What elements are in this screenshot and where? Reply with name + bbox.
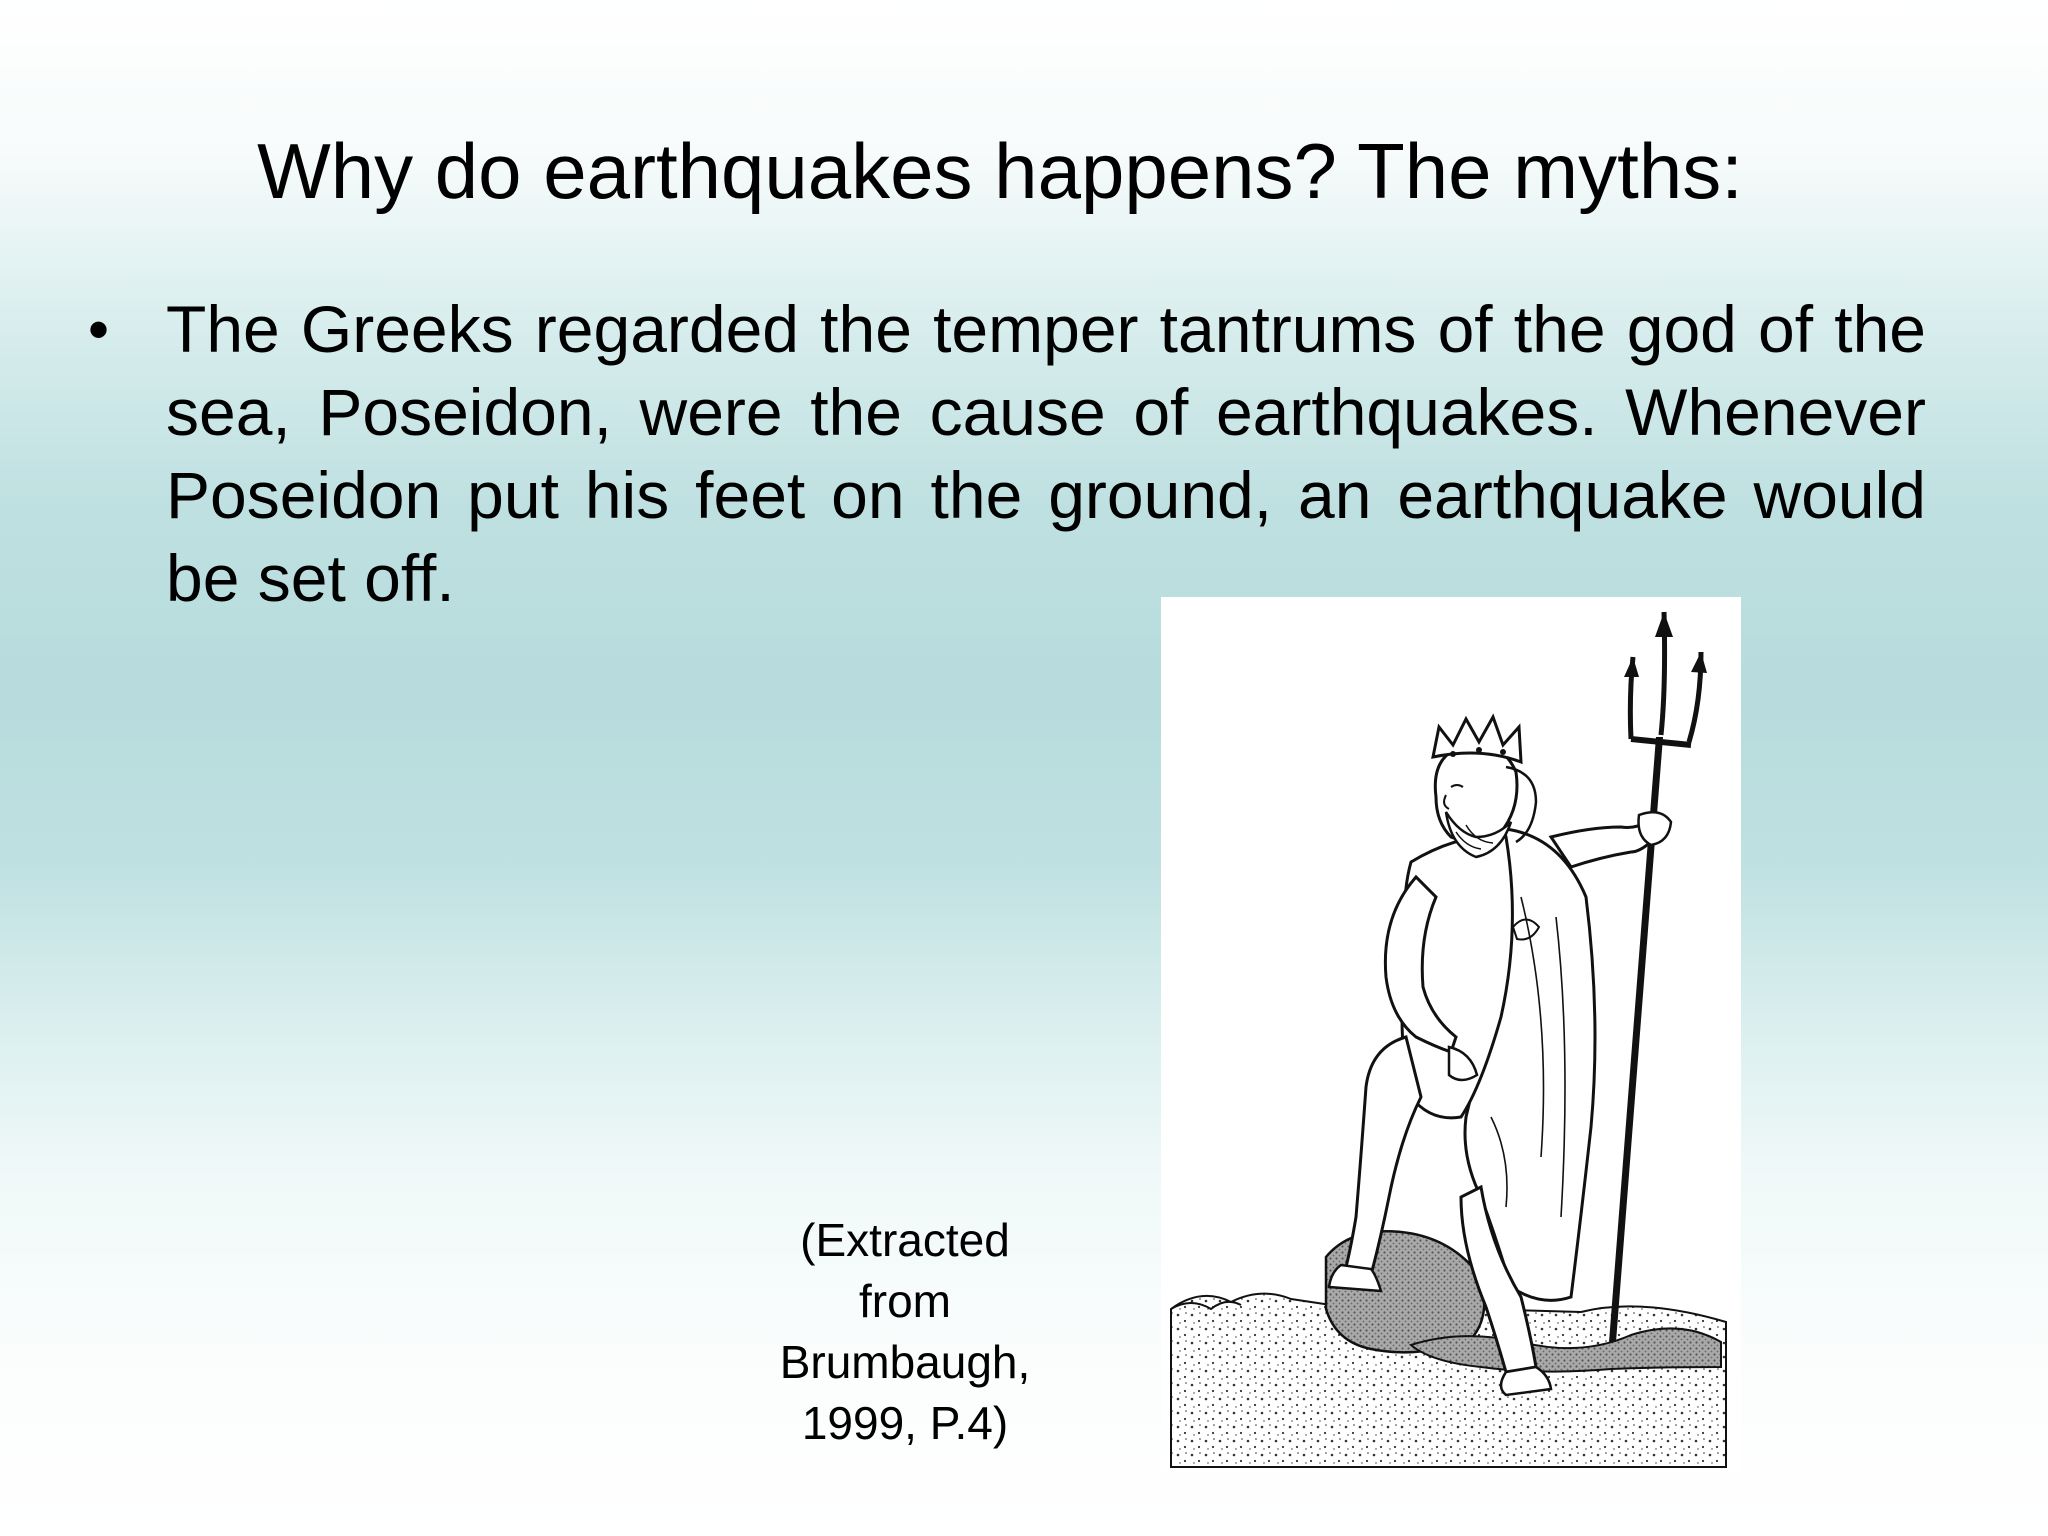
poseidon-drawing bbox=[1161, 597, 1741, 1472]
bullet-item bbox=[88, 288, 1926, 620]
caption-line: 1999, P.4) bbox=[801, 1397, 1009, 1449]
caption-line: from bbox=[859, 1275, 951, 1327]
caption-line: Brumbaugh, bbox=[779, 1336, 1031, 1388]
caption-line: (Extracted bbox=[800, 1214, 1010, 1266]
slide-title: Why do earthquakes happens? The myths: bbox=[257, 127, 1743, 215]
poseidon-illustration bbox=[1161, 597, 1741, 1472]
bullet-list bbox=[88, 288, 1926, 620]
image-caption bbox=[740, 1210, 1070, 1454]
bullet-marker: • bbox=[88, 296, 110, 363]
bullet-text: The Greeks regarded the temper tantrums of the god of the sea, Poseidon, were the cause of earthquakes. Whenever Poseidon put his feet on the ground, an earthquake would be set off. bbox=[166, 292, 1926, 615]
